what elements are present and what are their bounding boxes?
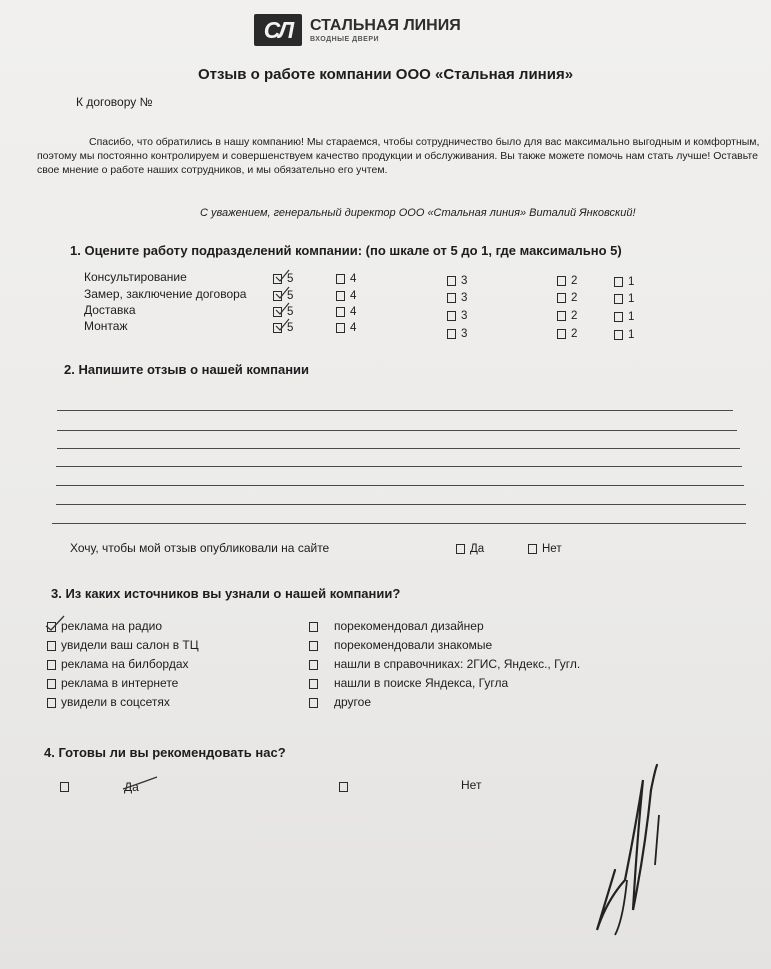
rating-value: 4	[350, 290, 357, 302]
answer-line[interactable]	[56, 466, 742, 467]
recommend-yes-label: Да	[124, 780, 139, 794]
logo-subtitle: ВХОДНЫЕ ДВЕРИ	[310, 35, 380, 43]
rating-value: 3	[461, 291, 468, 304]
checkbox[interactable]	[528, 544, 537, 554]
source-option[interactable]	[309, 657, 580, 671]
rating-value: 4	[350, 273, 357, 285]
rating-option-1[interactable]	[614, 276, 634, 288]
rating-value: 1	[628, 329, 635, 342]
checkbox[interactable]	[47, 660, 56, 670]
rating-option-3[interactable]	[447, 275, 467, 287]
check-mark-icon	[274, 302, 290, 316]
checkbox[interactable]	[336, 291, 345, 301]
checkbox[interactable]	[336, 274, 345, 284]
check-mark-icon	[274, 269, 290, 283]
rating-value: 5	[287, 290, 294, 302]
company-logo	[254, 14, 461, 46]
source-option[interactable]	[309, 619, 484, 633]
recommend-yes-checkbox[interactable]	[60, 781, 74, 793]
checkbox[interactable]	[60, 782, 69, 792]
answer-line[interactable]	[57, 448, 740, 449]
checkbox[interactable]	[447, 329, 456, 339]
rating-value: 3	[461, 327, 468, 340]
check-mark-icon	[274, 286, 290, 300]
rating-option-4[interactable]	[336, 306, 356, 318]
source-option[interactable]	[309, 695, 371, 709]
recommend-no-label: Нет	[461, 778, 482, 792]
q4-heading: 4. Готовы ли вы рекомендовать нас?	[44, 745, 286, 760]
rating-value: 5	[287, 322, 294, 334]
checkbox[interactable]	[47, 698, 56, 708]
rating-option-1[interactable]	[614, 293, 634, 305]
source-label: другое	[334, 695, 372, 709]
source-label: порекомендовали знакомые	[334, 638, 493, 652]
checkbox[interactable]	[47, 679, 56, 689]
publish-no-label: Нет	[542, 543, 562, 555]
source-option[interactable]	[47, 695, 170, 709]
publish-yes-label: Да	[470, 543, 485, 555]
checkbox[interactable]	[447, 311, 456, 321]
intro-text: Спасибо, что обратились в нашу компанию! Мы стараемся, чтобы сотрудничество было для вас максимально выгодным и комфортным, поэтому мы постоянно контролируем и совершенствуем качество продукции и обслуживания. Вы также можете помочь нам стать лучше! Оставьте свое мнение о работе наших сотрудников, и мы обязательно его учтем.	[37, 136, 760, 176]
q1-row-label: Доставка	[84, 303, 136, 317]
checkbox[interactable]	[557, 293, 566, 303]
source-label: увидели ваш салон в ТЦ	[61, 638, 199, 652]
rating-value: 1	[628, 293, 635, 306]
source-label: увидели в соцсетях	[61, 695, 170, 709]
source-label: реклама в интернете	[61, 676, 179, 690]
checkbox[interactable]	[614, 312, 623, 322]
rating-value: 3	[461, 274, 468, 287]
q1-row-label: Консультирование	[84, 270, 187, 284]
answer-line[interactable]	[56, 485, 744, 486]
checkbox[interactable]	[339, 782, 348, 792]
rating-value: 3	[461, 309, 468, 322]
checkbox[interactable]	[456, 544, 465, 554]
rating-option-4[interactable]	[336, 273, 356, 285]
checkbox[interactable]	[557, 276, 566, 286]
director-signature-line: С уважением, генеральный директор ООО «Стальная линия» Виталий Янковский!	[200, 207, 636, 219]
check-mark-icon	[44, 614, 66, 632]
rating-value: 5	[287, 273, 294, 285]
rating-value: 2	[571, 292, 578, 305]
q3-heading: 3. Из каких источников вы узнали о нашей компании?	[51, 586, 401, 601]
rating-option-1[interactable]	[614, 311, 634, 323]
rating-value: 2	[571, 328, 578, 341]
checkbox[interactable]	[309, 660, 318, 670]
logo-mark: СЛ	[254, 14, 302, 46]
publish-no-option[interactable]	[528, 543, 562, 555]
answer-line[interactable]	[56, 504, 746, 505]
rating-value: 4	[350, 322, 357, 334]
checkbox[interactable]	[614, 294, 623, 304]
rating-option-2[interactable]	[557, 310, 577, 322]
handwritten-signature	[585, 760, 675, 940]
answer-line[interactable]	[57, 430, 737, 431]
rating-option-3[interactable]	[447, 328, 467, 340]
source-label: порекомендовал дизайнер	[334, 619, 484, 633]
q2-heading: 2. Напишите отзыв о нашей компании	[64, 362, 310, 377]
source-option[interactable]	[47, 657, 189, 671]
source-option[interactable]	[309, 676, 508, 690]
rating-value: 2	[571, 310, 578, 323]
rating-option-1[interactable]	[614, 329, 634, 341]
q1-heading: 1. Оцените работу подразделений компании: (по шкале от 5 до 1, где максимально 5)	[70, 243, 622, 258]
rating-value: 2	[571, 275, 578, 288]
rating-value: 5	[287, 306, 294, 318]
logo-name: СТАЛЬНАЯ ЛИНИЯ	[310, 16, 461, 34]
rating-option-3[interactable]	[447, 310, 467, 322]
publish-question: Хочу, чтобы мой отзыв опубликовали на сайте	[70, 541, 330, 555]
q1-row-label: Монтаж	[84, 319, 128, 333]
checkbox[interactable]	[309, 679, 318, 689]
answer-line[interactable]	[52, 523, 746, 524]
q1-row-label: Замер, заключение договора	[84, 287, 247, 301]
rating-option-2[interactable]	[557, 328, 577, 340]
rating-value: 4	[350, 306, 357, 318]
contract-label: К договору №	[76, 95, 153, 109]
rating-value: 1	[628, 276, 635, 289]
rating-option-4[interactable]	[336, 322, 356, 334]
answer-line[interactable]	[57, 410, 733, 411]
source-option[interactable]	[47, 676, 178, 690]
source-option[interactable]	[309, 638, 492, 652]
checkbox[interactable]	[557, 329, 566, 339]
recommend-no-checkbox[interactable]	[339, 781, 353, 793]
source-label: нашли в поиске Яндекса, Гугла	[334, 676, 509, 690]
checkbox[interactable]	[309, 641, 318, 651]
checkbox[interactable]	[447, 293, 456, 303]
page-title: Отзыв о работе компании ООО «Стальная линия»	[197, 66, 574, 83]
rating-option-2[interactable]	[557, 275, 577, 287]
check-mark-icon	[120, 774, 160, 794]
rating-value: 1	[628, 311, 635, 324]
source-label: реклама на билбордах	[61, 657, 189, 671]
checkbox[interactable]	[336, 307, 345, 317]
source-label: реклама на радио	[61, 619, 163, 633]
publish-yes-option[interactable]	[456, 543, 484, 555]
check-mark-icon	[274, 318, 290, 332]
checkbox[interactable]	[47, 641, 56, 651]
source-option[interactable]	[47, 638, 199, 652]
rating-option-2[interactable]	[557, 292, 577, 304]
checkbox[interactable]	[309, 698, 318, 708]
logo-text	[310, 18, 461, 43]
checkbox[interactable]	[614, 330, 623, 340]
checkbox[interactable]	[614, 277, 623, 287]
source-label: нашли в справочниках: 2ГИС, Яндекс., Гугл.	[334, 657, 581, 671]
checkbox[interactable]	[557, 311, 566, 321]
checkbox[interactable]	[336, 323, 345, 333]
checkbox[interactable]	[447, 276, 456, 286]
rating-option-4[interactable]	[336, 290, 356, 302]
checkbox[interactable]	[309, 622, 318, 632]
rating-option-3[interactable]	[447, 292, 467, 304]
